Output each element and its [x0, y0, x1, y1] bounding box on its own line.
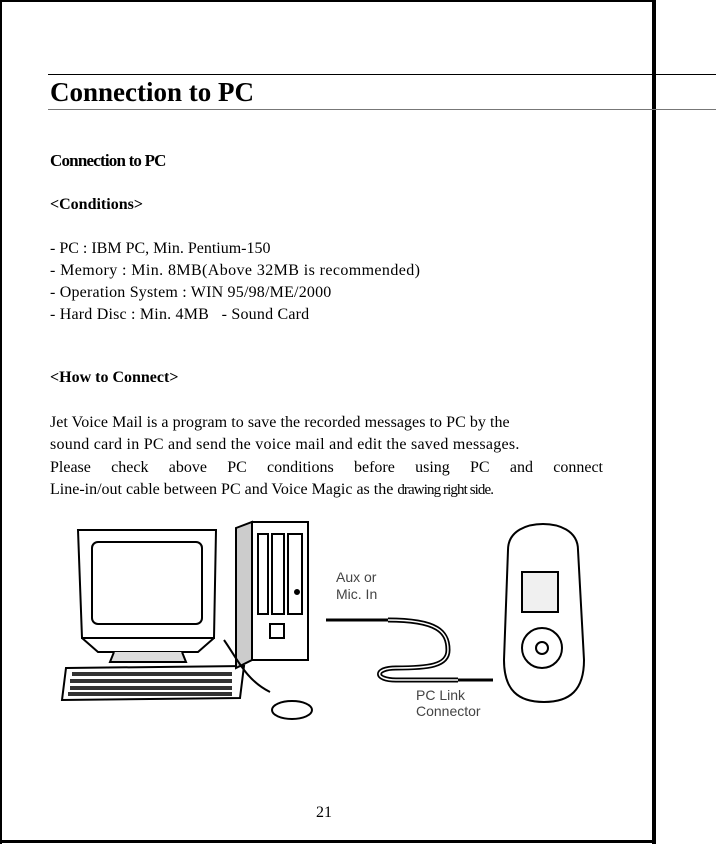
paragraph-line: Please check above PC conditions before using PC and connect	[50, 459, 603, 476]
aux-label-line-2: Mic. In	[336, 586, 378, 602]
page-border-bottom	[0, 840, 656, 843]
page-border-left	[0, 0, 2, 844]
paragraph-line	[50, 481, 603, 499]
condition-disc-sound: - Hard Disc : Min. 4MB - Sound Card	[50, 306, 310, 323]
page-heading: Connection to PC	[50, 77, 254, 107]
condition-os: - Operation System : WIN 95/98/ME/2000	[50, 284, 332, 301]
how-to-connect-title: <How to Connect>	[50, 369, 179, 386]
condition-pc: - PC : IBM PC, Min. Pentium-150	[50, 240, 271, 257]
monitor-icon	[78, 530, 216, 662]
pc-link-label-line-1: PC Link	[416, 687, 466, 703]
connection-diagram	[58, 520, 618, 725]
keyboard-icon	[62, 666, 244, 700]
conditions-title: <Conditions>	[50, 196, 143, 213]
condition-memory: - Memory : Min. 8MB(Above 32MB is recommended)	[50, 262, 421, 279]
paragraph-line: sound card in PC and send the voice mail and edit the saved messages.	[50, 436, 520, 453]
paragraph-line: Jet Voice Mail is a program to save the recorded messages to PC by the	[50, 414, 510, 431]
paragraph-text-condensed: drawing right side.	[397, 482, 494, 498]
page-border-right	[652, 0, 656, 844]
pc-link-label-line-2: Connector	[416, 703, 481, 719]
section-subheading: Connection to PC	[50, 151, 166, 170]
heading-rule-bottom	[48, 109, 716, 110]
page-border-top	[0, 0, 656, 2]
voice-recorder-device-icon	[504, 524, 584, 702]
aux-label-line-1: Aux or	[336, 569, 377, 585]
computer-tower-icon	[236, 522, 308, 668]
paragraph-text: Line-in/out cable between PC and Voice Magic as the	[50, 481, 398, 498]
page-number: 21	[316, 804, 332, 821]
audio-cable-icon	[326, 620, 493, 680]
